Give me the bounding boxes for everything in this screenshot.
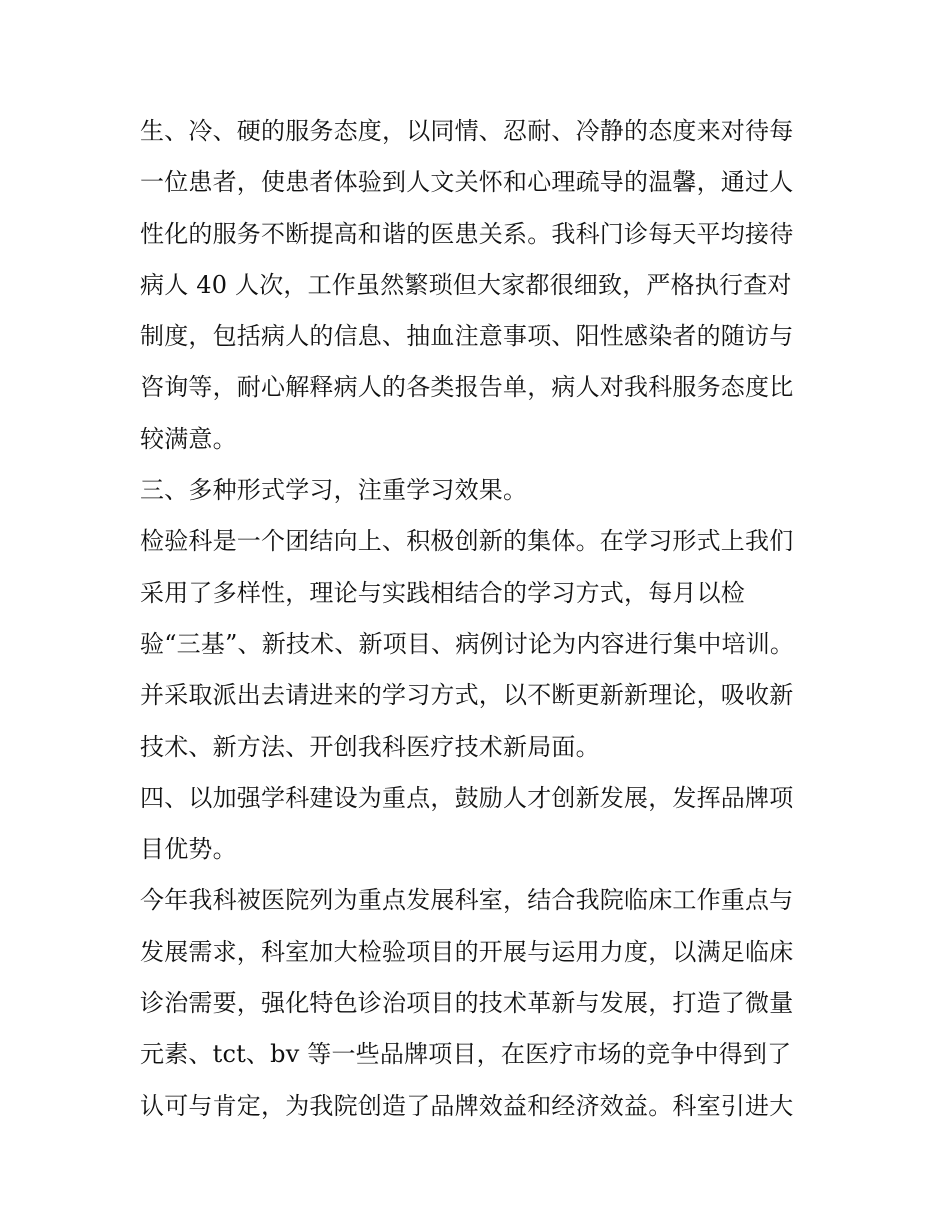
body-text-line: 诊治需要，强化特色诊治项目的技术革新与发展，打造了微量 xyxy=(140,989,794,1018)
body-text-line: 较满意。 xyxy=(140,424,237,453)
body-text-line: 验“三基”、新技术、新项目、病例讨论为内容进行集中培训。 xyxy=(140,629,795,658)
body-text-line: 发展需求，科室加大检验项目的开展与运用力度，以满足临床 xyxy=(140,937,794,966)
body-text-line: 元素、tct、bv 等一些品牌项目，在医疗市场的竞争中得到了 xyxy=(140,1040,792,1069)
body-text-line: 性化的服务不断提高和谐的医患关系。我科门诊每天平均接待 xyxy=(140,219,794,248)
section-heading-three: 三、多种形式学习，注重学习效果。 xyxy=(140,476,528,505)
body-text-line: 今年我科被医院列为重点发展科室，结合我院临床工作重点与 xyxy=(140,886,794,915)
body-text-line: 一位患者，使患者体验到人文关怀和心理疏导的温馨，通过人 xyxy=(140,168,794,197)
body-text-line: 并采取派出去请进来的学习方式，以不断更新新理论，吸收新 xyxy=(140,681,794,710)
section-heading-four-cont: 目优势。 xyxy=(140,835,237,864)
body-text-line: 采用了多样性，理论与实践相结合的学习方式，每月以检 xyxy=(140,578,745,607)
body-text-line: 认可与肯定，为我院创造了品牌效益和经济效益。科室引进大 xyxy=(140,1091,794,1120)
body-text-line: 技术、新方法、开创我科医疗技术新局面。 xyxy=(140,732,600,761)
section-heading-four: 四、以加强学科建设为重点，鼓励人才创新发展，发挥品牌项 xyxy=(140,783,794,812)
body-text-line: 检验科是一个团结向上、积极创新的集体。在学习形式上我们 xyxy=(140,527,794,556)
body-text-line: 生、冷、硬的服务态度，以同情、忍耐、冷静的态度来对待每 xyxy=(140,117,794,145)
body-text-line: 咨询等，耐心解释病人的各类报告单，病人对我科服务态度比 xyxy=(140,373,794,402)
body-text-line: 制度，包括病人的信息、抽血注意事项、阳性感染者的随访与 xyxy=(140,322,794,351)
body-text-line: 病人 40 人次，工作虽然繁琐但大家都很细致，严格执行查对 xyxy=(140,270,792,299)
document-body xyxy=(140,106,820,1132)
